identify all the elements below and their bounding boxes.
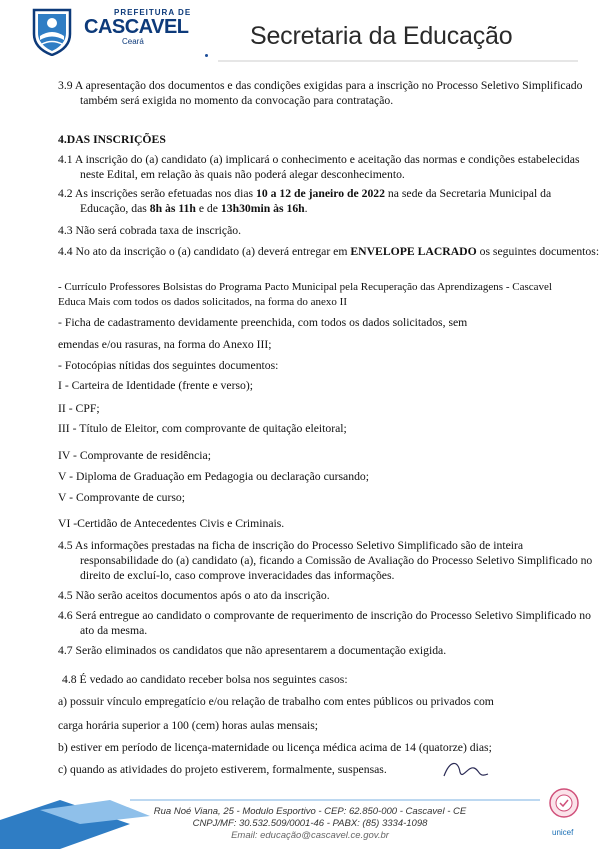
- item-4-8-a-line1: a) possuir vínculo empregatício e/ou relação de trabalho com entes públicos ou privados com: [58, 695, 494, 708]
- list-fotocopias: - Fotocópias nítidas dos seguintes documentos:: [58, 359, 279, 372]
- city-crest-icon: [30, 6, 74, 56]
- p42-text-b: na sede da Secretaria Municipal da Educação, das: [80, 187, 552, 215]
- paragraph-4-7: 4.7 Serão eliminados os candidatos que não apresentarem a documentação exigida.: [58, 644, 447, 657]
- footer-cnpj: CNPJ/MF: 30.532.509/0001-46 - PABX: (85) 3334-1098: [192, 818, 428, 829]
- p44-text-b: os seguintes documentos:: [476, 245, 600, 258]
- list-item-iv: IV - Comprovante de residência;: [58, 449, 211, 462]
- paragraph-3-9: 3.9 A apresentação dos documentos e das condições exigidas para a inscrição no Processo Seletivo Simplificado também será exigida no momento da convocação para contratação.: [58, 79, 583, 107]
- page-header: [0, 0, 600, 68]
- footer-email: Email: educação@cascavel.ce.gov.br: [231, 830, 389, 841]
- municipal-seal-icon: [548, 787, 580, 819]
- header-dot: [205, 54, 208, 57]
- item-4-8-c: c) quando as atividades do projeto estiverem, formalmente, suspensas.: [58, 763, 387, 776]
- paragraph-4-5b: 4.5 Não serão aceitos documentos após o ato da inscrição.: [58, 589, 330, 602]
- state-name: Ceará: [122, 37, 144, 46]
- prefeitura-logo-text: [84, 8, 191, 46]
- p42-hours-1: 8h às 11h: [149, 202, 196, 215]
- list-item-vi: VI -Certidão de Antecedentes Civis e Criminais.: [58, 517, 285, 530]
- p42-text-a: 4.2 As inscrições serão efetuadas nos dias: [58, 187, 256, 200]
- list-item-i: I - Carteira de Identidade (frente e verso);: [58, 379, 254, 392]
- list-item-v1: V - Diploma de Graduação em Pedagogia ou declaração cursando;: [58, 470, 370, 483]
- city-name: CASCAVEL: [84, 16, 189, 38]
- paragraph-4-4: [58, 244, 600, 259]
- footer-address: Rua Noé Viana, 25 - Modulo Esportivo - CEP: 62.850-000 - Cascavel - CE: [153, 806, 467, 817]
- paragraph-4-8: 4.8 É vedado ao candidato receber bolsa nos seguintes casos:: [62, 673, 348, 686]
- secretaria-title: Secretaria da Educação: [250, 22, 513, 50]
- list-item-v2: V - Comprovante de curso;: [58, 491, 186, 504]
- section-heading-4: 4.DAS INSCRIÇÕES: [58, 133, 166, 146]
- p42-dates: 10 a 12 de janeiro de 2022: [256, 187, 385, 200]
- paragraph-4-6: 4.6 Será entregue ao candidato o comprovante de requerimento de inscrição do Processo Seletivo Simplificado no ato da mesma.: [58, 609, 591, 637]
- paragraph-4-2: [58, 186, 600, 216]
- p42-hours-2: 13h30min às 16h: [220, 202, 305, 215]
- list-curriculo: - Currículo Professores Bolsistas do Programa Pacto Municipal pela Recuperação das Aprendizagens - Cascavel Educa Mais com todos os dados solicitados, na forma do anexo II: [58, 281, 552, 308]
- paragraph-4-5: 4.5 As informações prestadas na ficha de inscrição do Processo Seletivo Simplificado são de inteira responsabilidade do (a) candidato (a), ficando a Comissão de Avaliação do Processo Seletivo Simplificado no direito de excluí-lo, caso comprove inveracidades das informações.: [58, 539, 593, 582]
- header-divider: [218, 60, 578, 62]
- list-ficha-line1: - Ficha de cadastramento devidamente preenchida, com todos os dados solicitados, sem: [58, 316, 468, 329]
- list-item-iii: III - Título de Eleitor, com comprovante de quitação eleitoral;: [58, 422, 347, 435]
- p44-text-a: 4.4 No ato da inscrição o (a) candidato (a) deverá entregar em: [58, 245, 351, 258]
- item-4-8-b: b) estiver em período de licença-maternidade ou licença médica acima de 14 (quatorze) dias;: [58, 741, 492, 754]
- p42-text-d: .: [304, 202, 308, 215]
- p44-envelope: ENVELOPE LACRADO: [350, 245, 477, 258]
- paragraph-4-3: 4.3 Não será cobrada taxa de inscrição.: [58, 224, 242, 237]
- prefeitura-label: PREFEITURA DE: [114, 8, 192, 17]
- paragraph-4-1: 4.1 A inscrição do (a) candidato (a) implicará o conhecimento e aceitação das normas e condições estabelecidas neste Edital, em relação às quais não poderá alegar desconhecimento.: [58, 153, 580, 181]
- list-item-ii: II - CPF;: [58, 402, 100, 415]
- p42-text-c: e de: [195, 202, 221, 215]
- unicef-logo: unicef: [552, 828, 574, 837]
- list-ficha-line2: emendas e/ou rasuras, na forma do Anexo III;: [58, 338, 272, 351]
- page-footer: [0, 780, 600, 849]
- item-4-8-a-line2: carga horária superior a 100 (cem) horas aulas mensais;: [58, 719, 319, 732]
